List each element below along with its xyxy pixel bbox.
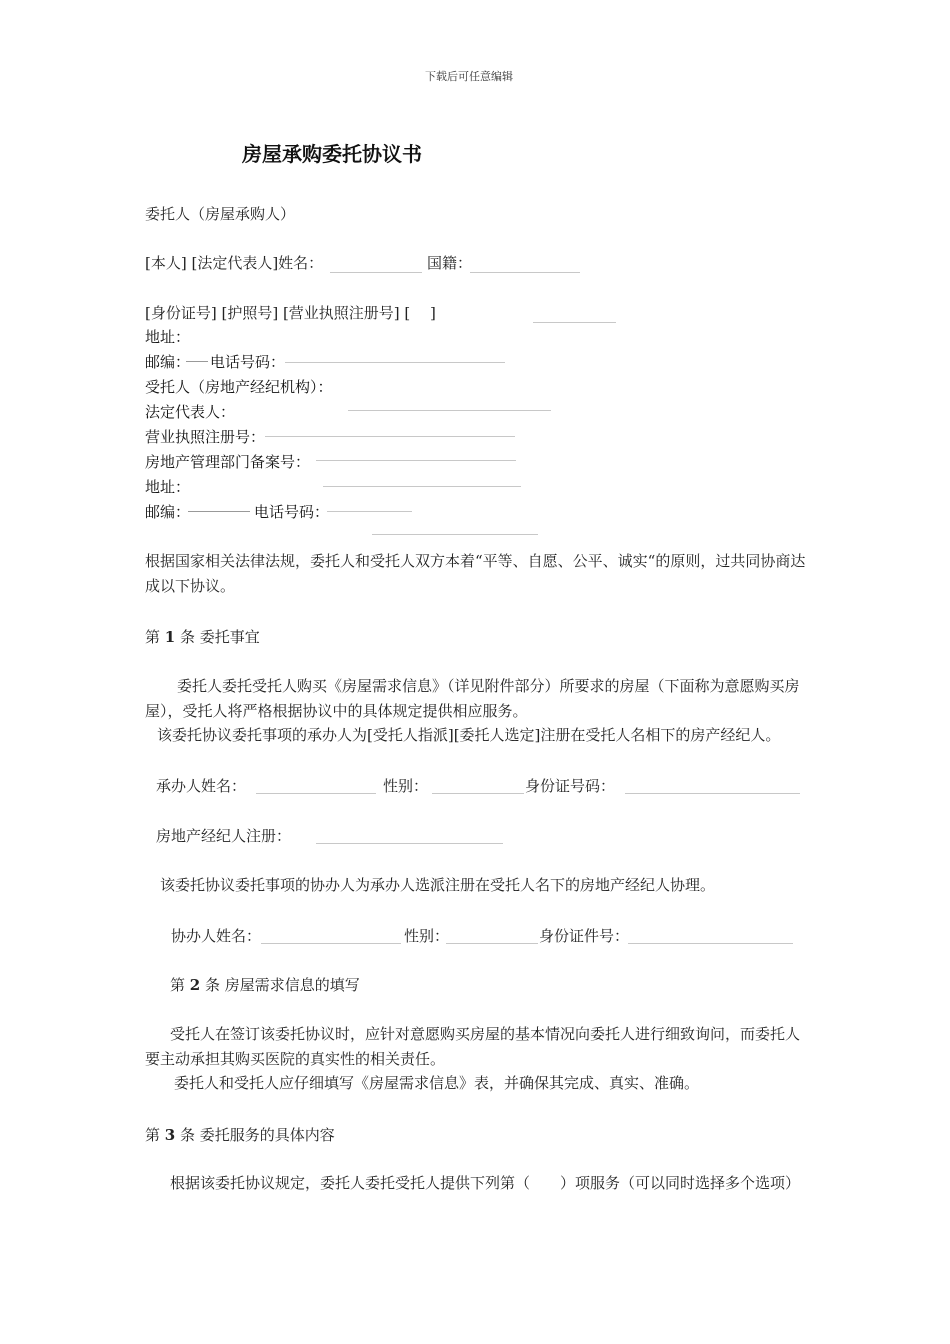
handler-id-label: 身份证号码：	[525, 777, 616, 795]
client-address-label: 地址：	[145, 328, 191, 346]
client-nationality-label: 国籍：	[427, 254, 473, 272]
assist-name-field[interactable]	[261, 943, 401, 944]
article3-number: 3	[164, 1126, 176, 1144]
client-nationality-field[interactable]	[470, 272, 580, 273]
handler-gender-field[interactable]	[432, 793, 524, 794]
article3-heading	[145, 1124, 335, 1145]
client-postcode-label: 邮编：	[145, 353, 191, 371]
client-heading: 委托人（房屋承购人）	[145, 205, 296, 223]
agent-extra-field[interactable]	[372, 534, 538, 535]
article2-p1: 受托人在签订该委托协议时，应针对意愿购买房屋的基本情况向委托人进行细致询问，而委托人要主动承担其购买医院的真实性的相关责任。	[145, 1025, 801, 1068]
handler-name-label: 承办人姓名：	[156, 777, 247, 795]
article3-prefix: 第	[145, 1126, 161, 1144]
agent-heading: 受托人（房地产经纪机构）：	[145, 378, 333, 396]
agent-filing-label: 房地产管理部门备案号：	[145, 453, 311, 471]
client-name-field[interactable]	[330, 272, 422, 273]
assist-name-label: 协办人姓名：	[171, 927, 262, 945]
client-phone-field[interactable]	[285, 362, 505, 363]
agent-address-field[interactable]	[323, 486, 521, 487]
handler-gender-label: 性别：	[383, 777, 429, 795]
assist-id-field[interactable]	[628, 943, 793, 944]
agent-legal-rep-label: 法定代表人：	[145, 403, 236, 421]
article1-title: 条 委托事宜	[180, 628, 260, 646]
broker-reg-label: 房地产经纪人注册：	[156, 827, 292, 845]
assist-gender-field[interactable]	[446, 943, 538, 944]
article2-heading	[170, 974, 360, 995]
article1-number: 1	[164, 628, 176, 646]
article2-title: 条 房屋需求信息的填写	[205, 976, 360, 994]
intro-paragraph: 根据国家相关法律法规，委托人和受托人双方本着“平等、自愿、公平、诚实“的原则，过共同协商达成以下协议。	[145, 552, 806, 595]
article1-p1: 委托人委托受托人购买《房屋需求信息》（详见附件部分）所要求的房屋（下面称为意愿购买房屋），受托人将严格根据协议中的具体规定提供相应服务。	[145, 677, 800, 720]
agent-postcode-label: 邮编：	[145, 503, 191, 521]
article3-title: 条 委托服务的具体内容	[180, 1126, 335, 1144]
assist-id-label: 身份证件号：	[539, 927, 630, 945]
article1-prefix: 第	[145, 628, 161, 646]
handler-name-field[interactable]	[256, 793, 376, 794]
header-note: 下载后可任意编辑	[425, 70, 513, 83]
document-title: 房屋承购委托协议书	[242, 142, 422, 166]
article2-prefix: 第	[170, 976, 186, 994]
article2-p2: 委托人和受托人应仔细填写《房屋需求信息》表，并确保其完成、真实、准确。	[174, 1074, 700, 1092]
agent-legal-rep-field[interactable]	[348, 410, 551, 411]
client-id-label: [身份证号] [护照号] [营业执照注册号] [ ]	[145, 304, 436, 322]
agent-phone-label: 电话号码：	[254, 503, 330, 521]
client-phone-label: 电话号码：	[210, 353, 286, 371]
client-postcode-field[interactable]	[186, 361, 208, 362]
agent-license-label: 营业执照注册号：	[145, 428, 266, 446]
article1-p2: 该委托协议委托事项的承办人为[受托人指派][委托人选定]注册在受托人名相下的房产经纪人。	[157, 726, 781, 744]
article2-number: 2	[189, 976, 201, 994]
article1-p3: 该委托协议委托事项的协办人为承办人选派注册在受托人名下的房地产经纪人协理。	[160, 876, 716, 894]
assist-gender-label: 性别：	[404, 927, 450, 945]
client-id-field[interactable]	[533, 322, 616, 323]
agent-postcode-field[interactable]	[188, 511, 250, 512]
agent-phone-field[interactable]	[327, 511, 412, 512]
handler-id-field[interactable]	[625, 793, 800, 794]
article1-heading	[145, 626, 260, 647]
agent-filing-field[interactable]	[316, 460, 516, 461]
article3-p1: 根据该委托协议规定，委托人委托受托人提供下列第（ ）项服务（可以同时选择多个选项）	[170, 1174, 801, 1192]
agent-address-label: 地址：	[145, 478, 191, 496]
broker-reg-field[interactable]	[316, 843, 503, 844]
client-name-label: [本人] [法定代表人]姓名：	[145, 254, 324, 272]
agent-license-field[interactable]	[265, 436, 515, 437]
